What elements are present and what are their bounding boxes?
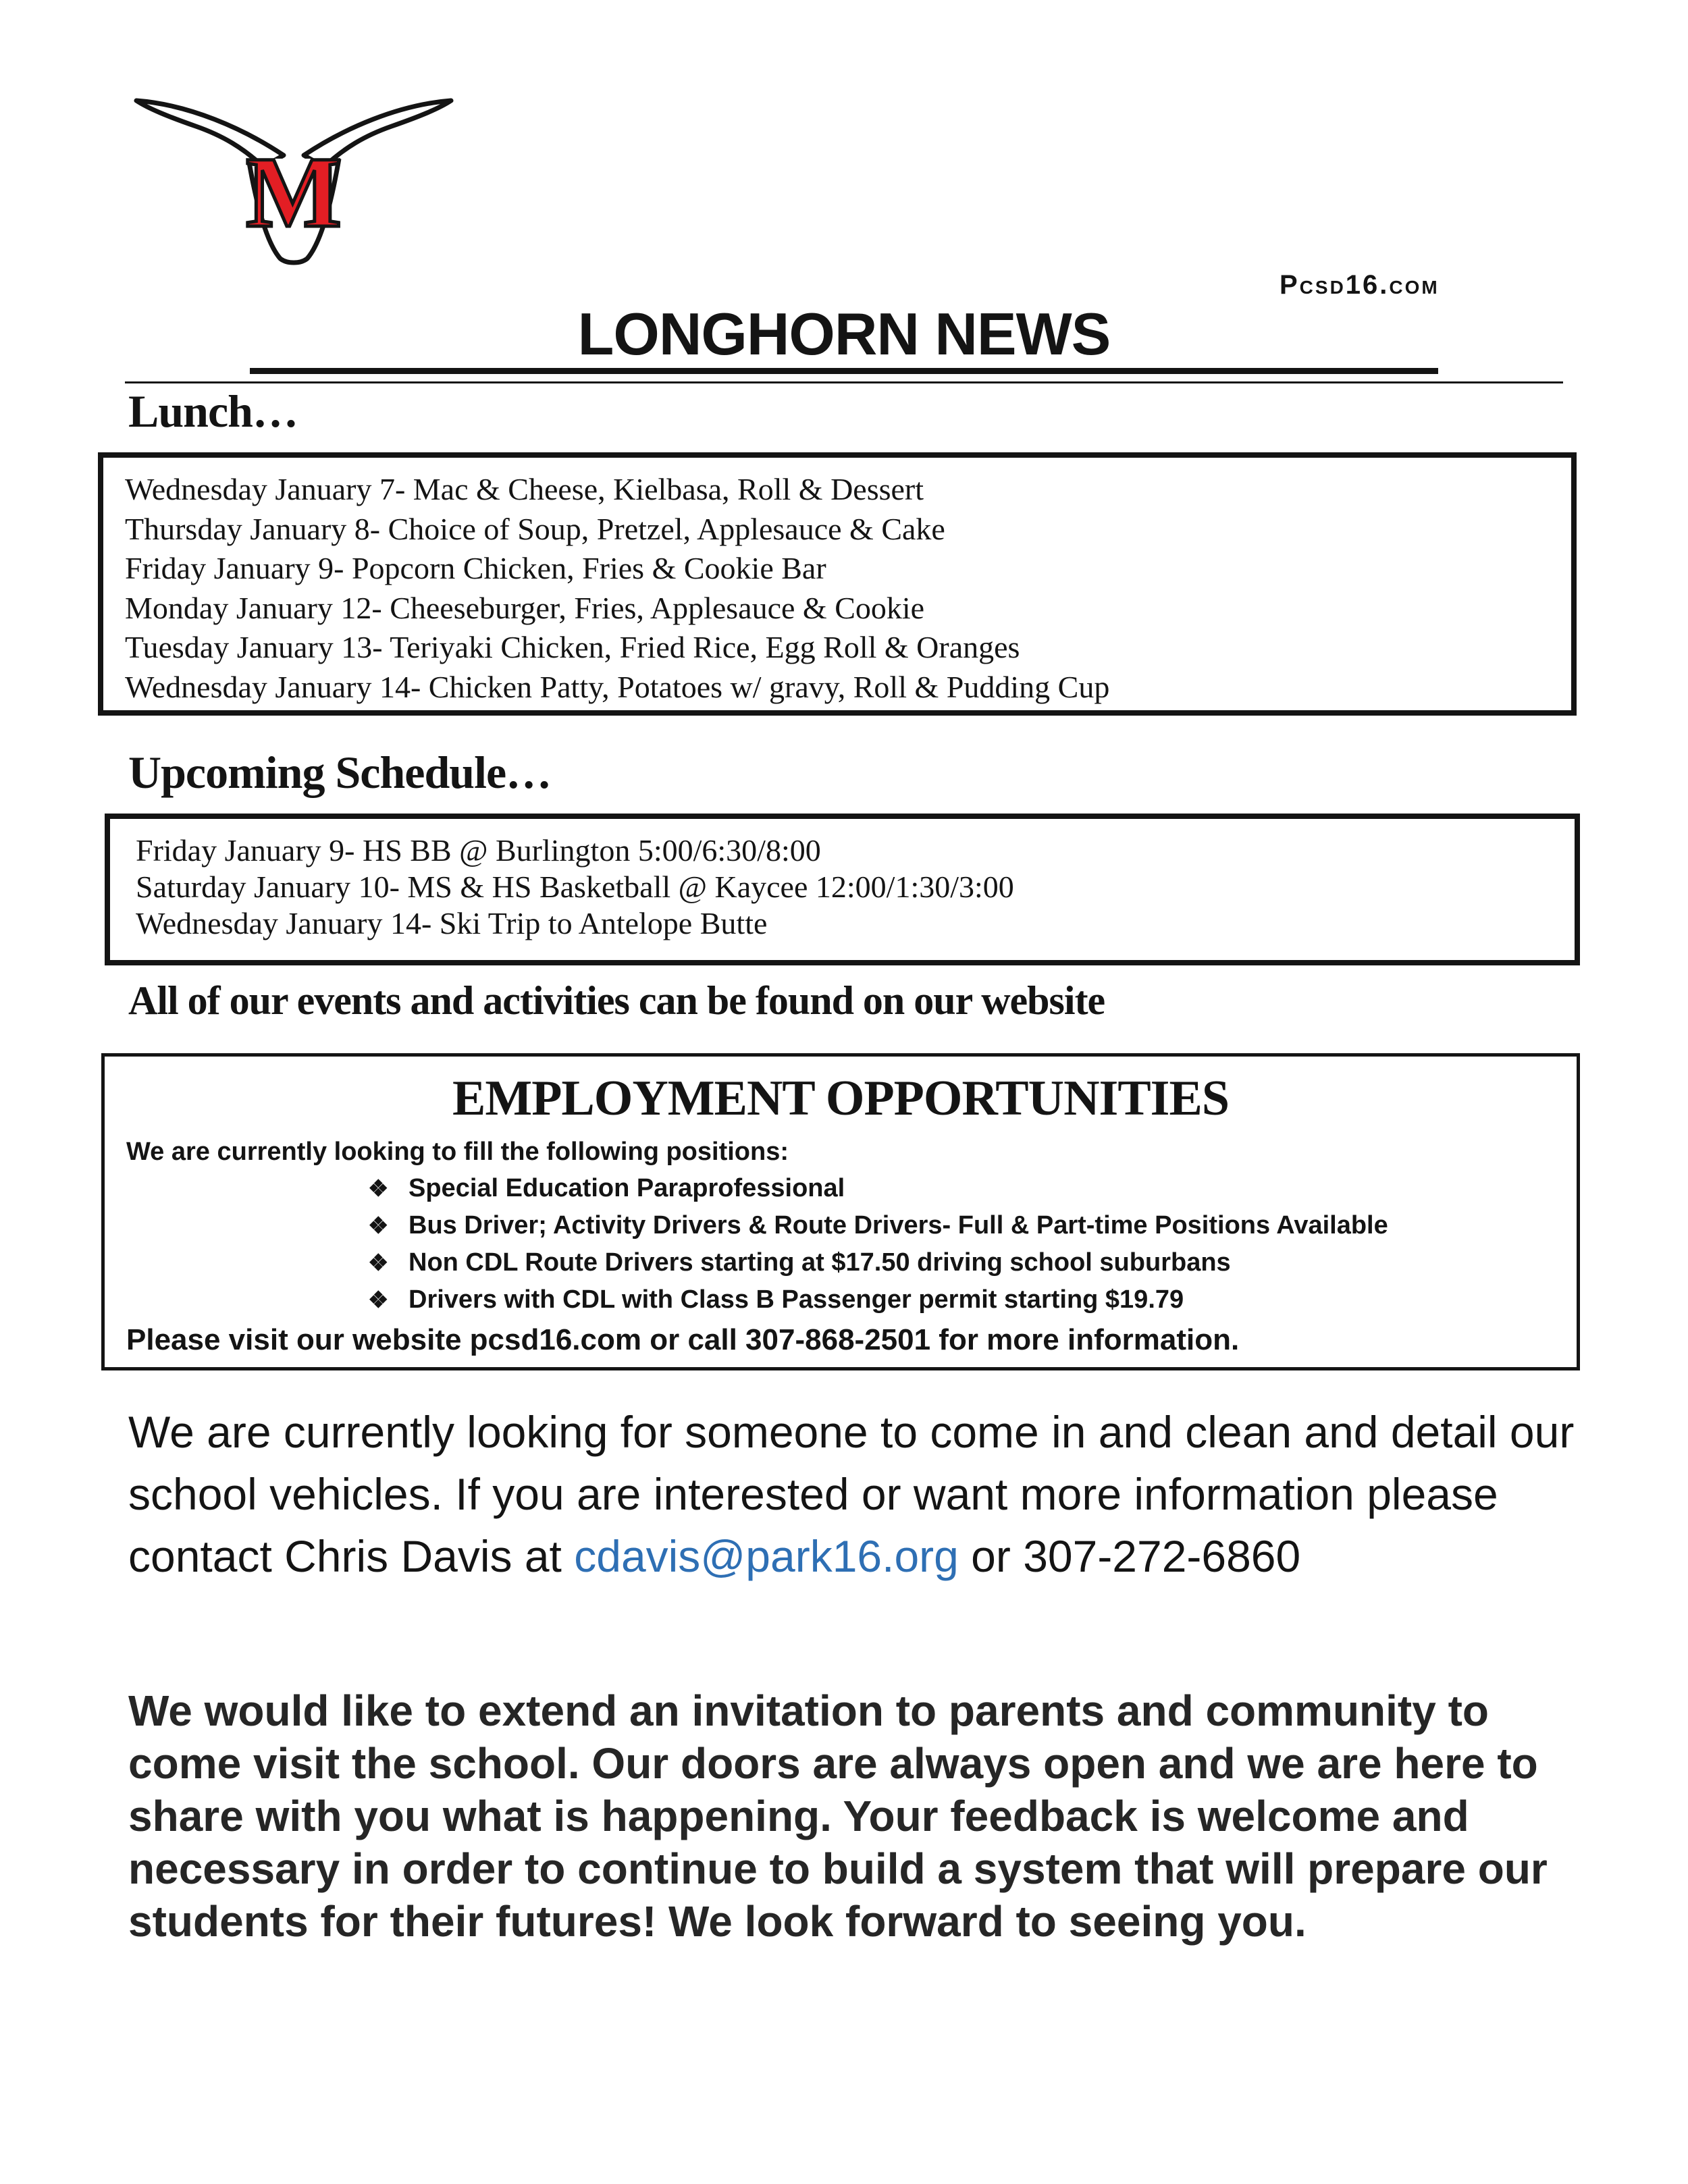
schedule-box: [105, 814, 1580, 965]
longhorn-logo: [128, 91, 459, 267]
cleaning-paragraph: [128, 1401, 1587, 1587]
newsletter-title: LONGHORN NEWS: [577, 300, 1111, 367]
cleaning-phone-text: or 307-272-6860: [958, 1531, 1301, 1581]
employment-title: EMPLOYMENT OPPORTUNITIES: [452, 1071, 1229, 1126]
schedule-heading: Upcoming Schedule…: [128, 747, 552, 798]
position-item: [368, 1244, 1388, 1281]
employment-contact: Please visit our website pcsd16.com or call 307-868-2501 for more information.: [126, 1323, 1240, 1356]
lunch-item: Tuesday January 13- Teriyaki Chicken, Fried Rice, Egg Roll & Oranges: [125, 630, 1020, 664]
schedule-item: Wednesday January 14- Ski Trip to Antelope Butte: [136, 906, 768, 940]
website-note: All of our events and activities can be found on our website: [128, 978, 1105, 1023]
employment-intro: We are currently looking to fill the following positions:: [126, 1138, 789, 1166]
positions-list: [368, 1170, 1388, 1319]
position-text: Drivers with CDL with Class B Passenger permit starting $19.79: [408, 1285, 1184, 1314]
header-divider: [125, 381, 1563, 383]
logo-letter: M: [246, 136, 342, 248]
cleaning-text: We are currently looking for someone to come in and clean and detail our school vehicles. If you are interested or want more information please contact Chris Davis at: [128, 1407, 1575, 1581]
diamond-bullet-icon: ❖: [368, 1287, 389, 1313]
schedule-item: Friday January 9- HS BB @ Burlington 5:00/6:30/8:00: [136, 833, 821, 868]
email-link[interactable]: cdavis@park16.org: [574, 1531, 959, 1581]
lunch-item: Monday January 12- Cheeseburger, Fries, Applesauce & Cookie: [125, 590, 925, 625]
employment-box: [101, 1053, 1580, 1370]
lunch-heading: Lunch…: [128, 385, 298, 437]
position-item: [368, 1281, 1388, 1319]
lunch-item: Wednesday January 14- Chicken Patty, Potatoes w/ gravy, Roll & Pudding Cup: [125, 669, 1110, 704]
diamond-bullet-icon: ❖: [368, 1176, 389, 1202]
newsletter-title-block: [250, 297, 1438, 378]
diamond-bullet-icon: ❖: [368, 1250, 389, 1276]
diamond-bullet-icon: ❖: [368, 1213, 389, 1239]
position-text: Special Education Paraprofessional: [408, 1174, 845, 1202]
position-item: [368, 1207, 1388, 1244]
lunch-item: Friday January 9- Popcorn Chicken, Fries & Cookie Bar: [125, 551, 826, 585]
schedule-item: Saturday January 10- MS & HS Basketball @ Kaycee 12:00/1:30/3:00: [136, 870, 1014, 904]
position-text: Non CDL Route Drivers starting at $17.50 driving school suburbans: [408, 1248, 1231, 1277]
website-label: Pcsd16.com: [1280, 270, 1440, 300]
invitation-paragraph: We would like to extend an invitation to parents and community to come visit the school. Our doors are always open and we are here to share with you what is happening. Your feedback is welcome and necessary in order to continue to build a system that will prepare our students for their futures! We look forward to seeing you.: [128, 1686, 1548, 1946]
lunch-menu-box: [98, 452, 1577, 716]
position-text: Bus Driver; Activity Drivers & Route Drivers- Full & Part-time Positions Available: [408, 1211, 1388, 1240]
lunch-item: Wednesday January 7- Mac & Cheese, Kielbasa, Roll & Dessert: [125, 472, 924, 506]
position-item: [368, 1170, 1388, 1207]
lunch-item: Thursday January 8- Choice of Soup, Pretzel, Applesauce & Cake: [125, 511, 945, 546]
